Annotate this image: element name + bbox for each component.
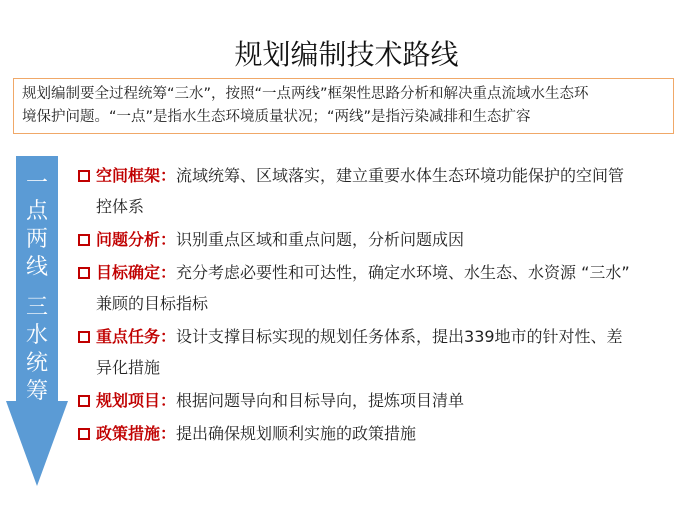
item-desc-continued: 控体系 xyxy=(96,197,145,216)
square-bullet-icon xyxy=(78,395,90,407)
intro-line-1: 规划编制要全过程统筹“三水”，按照“一点两线”框架性思路分析和解决重点流域水生态环 xyxy=(22,86,589,102)
square-bullet-icon xyxy=(78,267,90,279)
item-desc: 设计支撑目标实现的规划任务体系，提出339地市的针对性、差 xyxy=(176,327,623,346)
arrow-char: 两 xyxy=(25,227,48,252)
item-desc: 识别重点区域和重点问题，分析问题成因 xyxy=(176,230,465,249)
square-bullet-icon xyxy=(78,234,90,246)
item-term: 问题分析： xyxy=(96,230,177,249)
arrow-char: 线 xyxy=(25,255,48,280)
route-list xyxy=(78,160,678,451)
item-desc: 充分考虑必要性和可达性，确定水环境、水生态、水资源 “三水” xyxy=(176,263,630,282)
square-bullet-icon xyxy=(78,331,90,343)
item-term: 目标确定： xyxy=(96,263,177,282)
item-desc-continued: 异化措施 xyxy=(96,358,161,377)
item-desc: 提出确保规划顺利实施的政策措施 xyxy=(176,424,417,443)
item-desc: 流域统筹、区域落实，建立重要水体生态环境功能保护的空间管 xyxy=(176,166,625,185)
item-desc: 根据问题导向和目标导向，提炼项目清单 xyxy=(176,391,465,410)
intro-line-2: 境保护问题。“一点”是指水生态环境质量状况；“两线”是指污染减排和生态扩容 xyxy=(22,109,531,125)
item-term: 重点任务： xyxy=(96,327,177,346)
list-item xyxy=(78,385,678,416)
square-bullet-icon xyxy=(78,428,90,440)
arrow-char: 筹 xyxy=(25,379,48,404)
arrow-char: 一 xyxy=(25,171,48,196)
list-item xyxy=(78,224,678,255)
list-item xyxy=(78,257,678,319)
arrow-char: 点 xyxy=(25,199,48,224)
arrow-char: 水 xyxy=(25,323,48,348)
item-desc-continued: 兼顾的目标指标 xyxy=(96,294,209,313)
arrow-char: 统 xyxy=(25,351,48,376)
list-item xyxy=(78,418,678,449)
arrow-char: 三 xyxy=(25,295,48,320)
arrow-label xyxy=(6,170,68,406)
list-item xyxy=(78,321,678,383)
page-title: 规划编制技术路线 xyxy=(234,38,459,71)
item-term: 空间框架： xyxy=(96,166,177,185)
square-bullet-icon xyxy=(78,170,90,182)
list-item xyxy=(78,160,678,222)
item-term: 规划项目： xyxy=(96,391,177,410)
intro-box xyxy=(13,78,674,134)
item-term: 政策措施： xyxy=(96,424,177,443)
